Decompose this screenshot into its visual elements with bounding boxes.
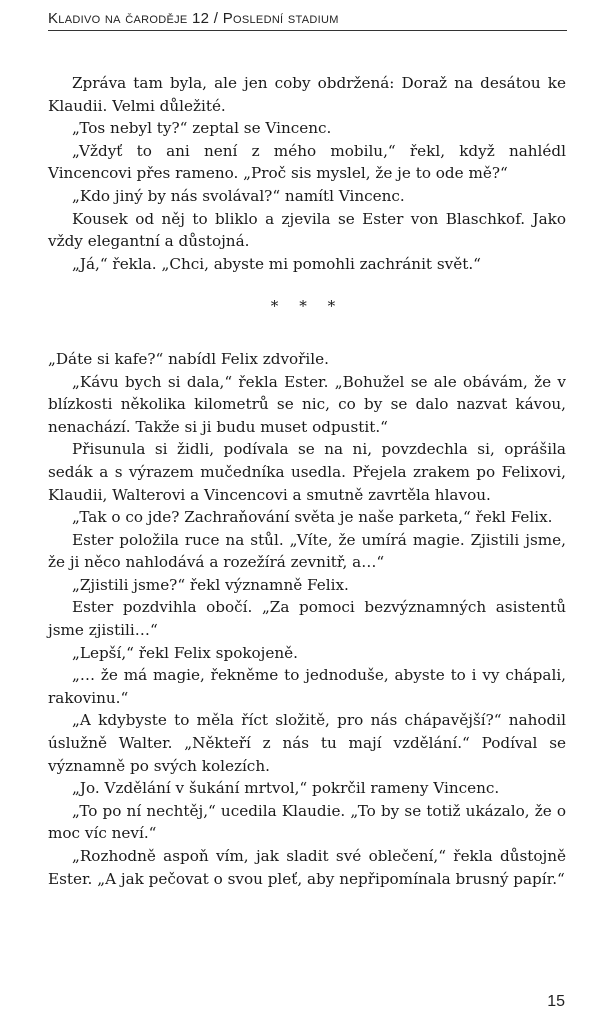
page-body [48,72,566,890]
running-header: Kladivo na čaroděje 12 / Poslední stadium [48,10,567,31]
paragraph: Zpráva tam byla, ale jen coby obdržená: Doraž na desátou ke Klaudii. Velmi důležité. [48,74,566,115]
paragraph: „Kdo jiný by nás svolával?“ namítl Vincenc. [72,186,405,205]
paragraph: „Zjistili jsme?“ řekl významně Felix. [72,575,349,594]
paragraph: „A kdybyste to měla říct složitě, pro nás chápavější?“ nahodil úslužně Walter. „Někteří z nás tu mají vzdělání.“ Podíval se významně po svých kolezích. [48,711,566,775]
paragraph: „Tak o co jde? Zachraňování světa je naše parketa,“ řekl Felix. [72,508,553,527]
paragraph: „… že má magie, řekněme to jednoduše, abyste to i vy chápali, rakovinu.“ [48,666,566,707]
paragraph: Přisunula si židli, podívala se na ni, povzdechla si, oprášila sedák a s výrazem mučedníka usedla. Přejela zrakem po Felixovi, Klaudii, Walterovi a Vincencovi a smutně zavrtěla hlavou. [48,440,566,504]
paragraph: Kousek od něj to bliklo a zjevila se Ester von Blaschkof. Jako vždy elegantní a důstojná. [48,209,566,251]
paragraph: „Jo. Vzdělání v šukání mrtvol,“ pokrčil rameny Vincenc. [72,779,500,798]
page-number: 15 [547,993,565,1010]
paragraph: „Vždyť to ani není z mého mobilu,“ řekl, když nahlédl Vincencovi přes rameno. „Proč sis myslel, že je to ode mě?“ [48,141,566,183]
paragraph: „Já,“ řekla. „Chci, abyste mi pomohli zachránit svět.“ [72,254,481,273]
paragraph: Ester pozdvihla obočí. „Za pomoci bezvýznamných asistentů jsme zjistili…“ [48,598,566,640]
paragraph: Ester položila ruce na stůl. „Víte, že umírá magie. Zjistili jsme, že ji něco nahlodává a rozežírá zevnitř, a…“ [48,530,566,572]
paragraph: „Kávu bych si dala,“ řekla Ester. „Bohužel se ale obávám, že v blízkosti několika kilometrů se nic, co by se dalo nazvat kávou, nenachází. Takže si ji budu muset odpustit.“ [48,372,566,436]
paragraph: „Lepší,“ řekl Felix spokojeně. [72,643,298,662]
paragraph: „Rozhodně aspoň vím, jak sladit své oblečení,“ řekla důstojně Ester. „A jak pečovat o svou pleť, aby nepřipomínala brusný papír.“ [48,847,566,888]
paragraph: „Tos nebyl ty?“ zeptal se Vincenc. [72,119,332,138]
paragraph: „To po ní nechtěj,“ ucedila Klaudie. „To by se totiž ukázalo, že o moc víc neví.“ [48,801,566,843]
paragraph: „Dáte si kafe?“ nabídl Felix zdvořile. [48,349,329,368]
section-separator: * * * [270,297,344,316]
